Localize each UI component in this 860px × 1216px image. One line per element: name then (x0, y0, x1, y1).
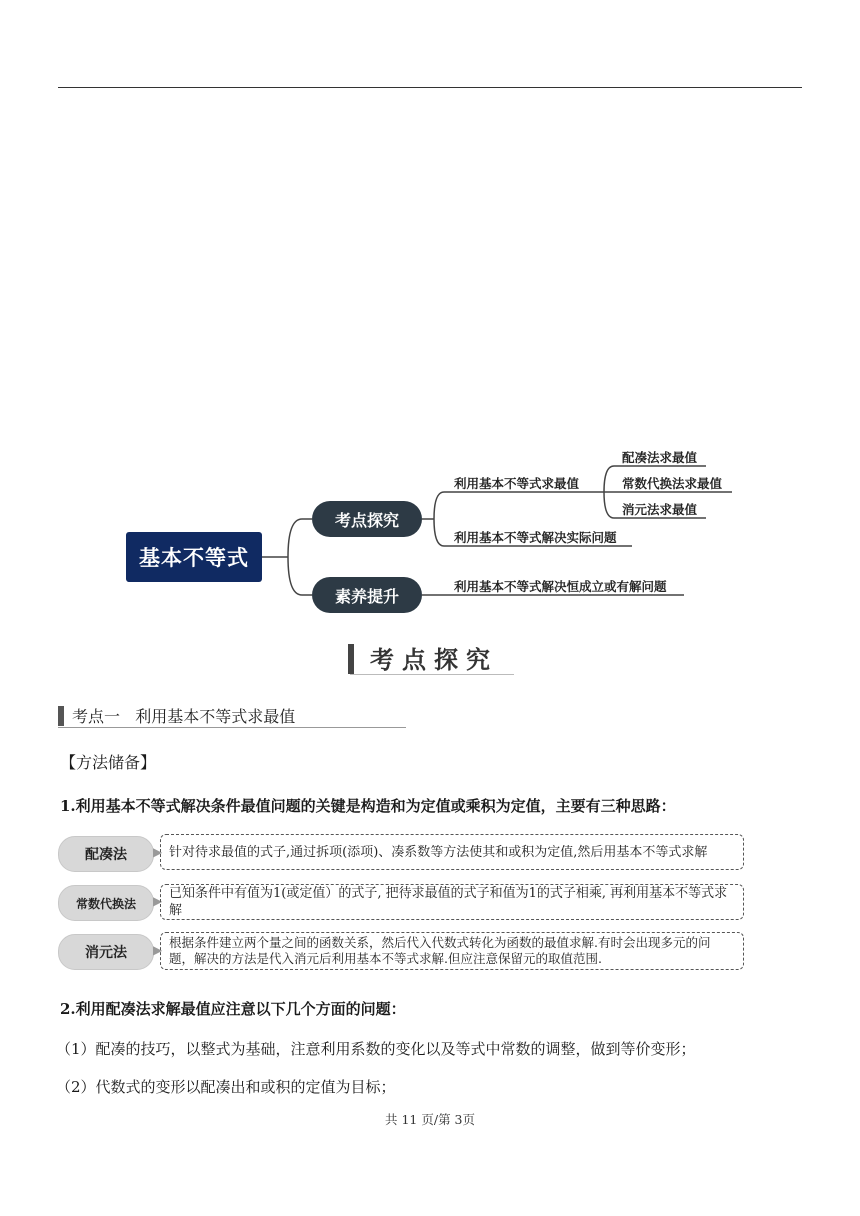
section-banner (348, 640, 514, 676)
sub-point-2: （2）代数式的变形以配凑出和或积的定值为目标； (56, 1078, 396, 1096)
mindmap-child-elimination: 消元法求最值 (622, 502, 698, 517)
arrow-icon: ▶ (153, 943, 163, 957)
mindmap-child-peicou: 配凑法求最值 (622, 450, 698, 465)
method-name-peicou: 配凑法 (58, 836, 154, 872)
point-2: 2.利用配凑法求解最值应注意以下几个方面的问题： (60, 1000, 406, 1018)
topic-underline (58, 727, 406, 728)
mindmap-item-constant: 利用基本不等式解决恒成立或有解问题 (454, 579, 667, 594)
page-footer: 共 11 页/第 3页 (385, 1112, 475, 1127)
topic-title: 利用基本不等式求最值 (135, 707, 296, 726)
method-name-elimination: 消元法 (58, 934, 154, 970)
topic-heading (72, 704, 295, 727)
mindmap-branch-exam-points: 考点探究 (312, 501, 422, 537)
mindmap-item-extremum: 利用基本不等式求最值 (454, 476, 580, 491)
banner-underline (350, 674, 514, 675)
mindmap-root: 基本不等式 (126, 532, 262, 582)
arrow-icon: ▶ (153, 845, 163, 859)
method-name-constant-sub: 常数代换法 (58, 885, 154, 921)
method-desc-peicou: 针对待求最值的式子,通过拆项(添项)、凑系数等方法使其和或积为定值,然后用基本不等式求解 (160, 834, 744, 870)
method-desc-constant-sub: 已知条件中有值为1(或定值）的式子, 把待求最值的式子和值为1的式子相乘, 再利用基本不等式求解 (160, 884, 744, 920)
arrow-icon: ▶ (153, 894, 163, 908)
mindmap-child-constant-sub: 常数代换法求最值 (622, 476, 723, 491)
mindmap-item-practical: 利用基本不等式解决实际问题 (454, 530, 617, 545)
point-1: 1.利用基本不等式解决条件最值问题的关键是构造和为定值或乘积为定值，主要有三种思路： (60, 797, 676, 815)
method-reserve-heading: 【方法储备】 (60, 753, 157, 772)
topic-number: 考点一 (72, 707, 121, 726)
method-desc-elimination: 根据条件建立两个量之间的函数关系，然后代入代数式转化为函数的最值求解.有时会出现多元的问题，解决的方法是代入消元后利用基本不等式求解.但应注意保留元的取值范围. (160, 932, 744, 970)
topic-marker (58, 706, 64, 726)
banner-title: 考点探究 (370, 646, 498, 674)
banner-bar (348, 644, 354, 674)
sub-point-1: （1）配凑的技巧，以整式为基础，注意利用系数的变化以及等式中常数的调整，做到等价变形； (56, 1040, 696, 1058)
mindmap-branch-literacy: 素养提升 (312, 577, 422, 613)
